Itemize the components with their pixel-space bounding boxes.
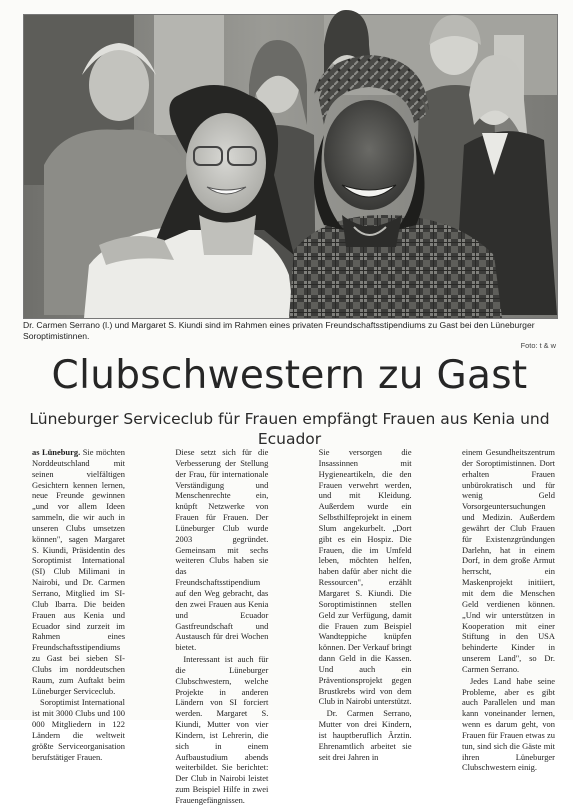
article-body (32, 447, 555, 805)
article-column-3 (318, 447, 412, 762)
headline: Clubschwestern zu Gast (51, 353, 528, 398)
article-column-1 (32, 447, 126, 762)
article-column-4 (461, 447, 555, 773)
caption-text: Dr. Carmen Serrano (l.) und Margaret S. Kiundi sind im Rahmen eines privaten Freundschaftsstipendiums zu Gast bei den Lüneburger Soroptimistinnen. (23, 320, 535, 341)
paragraph: Soroptimist International ist mit 3000 Clubs und 100 000 Mitgliedern in 122 Ländern die weltweit größte Serviceorganisation berufstätiger Frauen. (32, 697, 125, 762)
subheadline: Lüneburger Serviceclub für Frauen empfängt Frauen aus Kenia und Ecuador (29, 410, 550, 448)
paragraph: as Lüneburg. Sie möchten Norddeutschland mit seinen vielfältigen Gesichtern kennen lernen, neue Freunde gewinnen „und vor allem Ideen sammeln, die wir auch in unseren Clubs umsetzen können", sagen Margaret S. Kiundi, Präsidentin des Soroptimist International (SI) Club Milimani in Nairobi, und Dr. Carmen Serrano, Mitglied im SI-Club Ibarra. Die beiden Frauen aus Kenia und Ecuador sind zurzeit im Rahmen eines Freundschaftsstipendiums zu Gast bei sieben SI-Clubs im norddeutschen Raum, zum Auftakt beim Lüneburger Serviceclub. (32, 447, 126, 696)
paragraph: Diese setzt sich für die Verbesserung der Stellung der Frau, für internationale Verständigung und Menschenrechte ein, knüpft Netzwerke von Frauen für Frauen. Der Lüneburger Club wurde 2003 gegründet. Gemeinsam mit sechs weiteren Clubs haben sie das Freundschaftsstipendium auf den Weg gebracht, das den zwei Frauen aus Kenia und Ecuador Gastfreundschaft und Austausch für drei Wochen bietet. (175, 447, 269, 653)
paragraph: Jedes Land habe seine Probleme, aber es gibt auch Parallelen und man kann voneinander lernen, wenn es darum geht, von Frauen für Frauen etwas zu tun, sind sich die Gäste mit ihren Lüneburger Clubschwestern einig. (461, 675, 555, 773)
paragraph: Sie versorgen die Insassinnen mit Hygieneartikeln, die den Frauen verwehrt werden, und mit Kleidung. Außerdem wurde ein Selbsthilfeprojekt in einem Slum angekurbelt. „Dort gibt es ein Hospiz. Die Frauen, die im Umfeld leben, möchten helfen, haben dafür aber nicht die Ressourcen", erzählt Margaret S. Kiundi. Die Soroptimistinnen stellen Geld zur Verfügung, damit die Frauen zum Beispiel Wandteppiche knüpfen können. Der Verkauf bringt dann Geld in die Kassen. Und auch ein Präventionsprojekt gegen Brustkrebs wird von dem Club in Nairobi unterstützt. (318, 447, 412, 707)
paragraph: Dr. Carmen Serrano, Mutter von drei Kindern, ist hauptberuflich Ärztin. Ehrenamtlich arbeitet sie seit drei Jahren in (318, 708, 412, 762)
dateline: as Lüneburg. (32, 447, 81, 457)
paragraph: einem Gesundheitszentrum der Soroptimistinnen. Dort erhalten Frauen unbürokratisch und für wenig Geld Vorsorgeuntersuchungen und Medizin. Außerdem gewährt der Club Frauen für Existenzgründungen Darlehn, hat in einem Dorf, in dem große Armut herrscht, ein Maskenprojekt initiiert, mit dem die Menschen Geld verdienen können. „Und wir unterstützen in Kooperation mit einer Stiftung in den USA behinderte Kinder in unserem Land", so Dr. Carmen Serrano. (461, 447, 555, 674)
article-column-2 (175, 447, 269, 805)
paragraph: Interessant ist auch für die Lüneburger Clubschwestern, welche Projekte in anderen Ländern von SI forciert werden. Margaret S. Kiundi, Mutter von vier Kindern, ist Lehrerin, die sich in einem Aufbaustudium abends weiterbildet. Sie berichtet: Der Club in Nairobi leistet zum Beispiel Hilfe in zwei Frauengefängnissen. (175, 654, 269, 805)
article-photo (23, 14, 558, 319)
photo-credit: Foto: t & w (520, 341, 556, 351)
photo-image (24, 15, 557, 318)
photo-caption (23, 320, 556, 350)
